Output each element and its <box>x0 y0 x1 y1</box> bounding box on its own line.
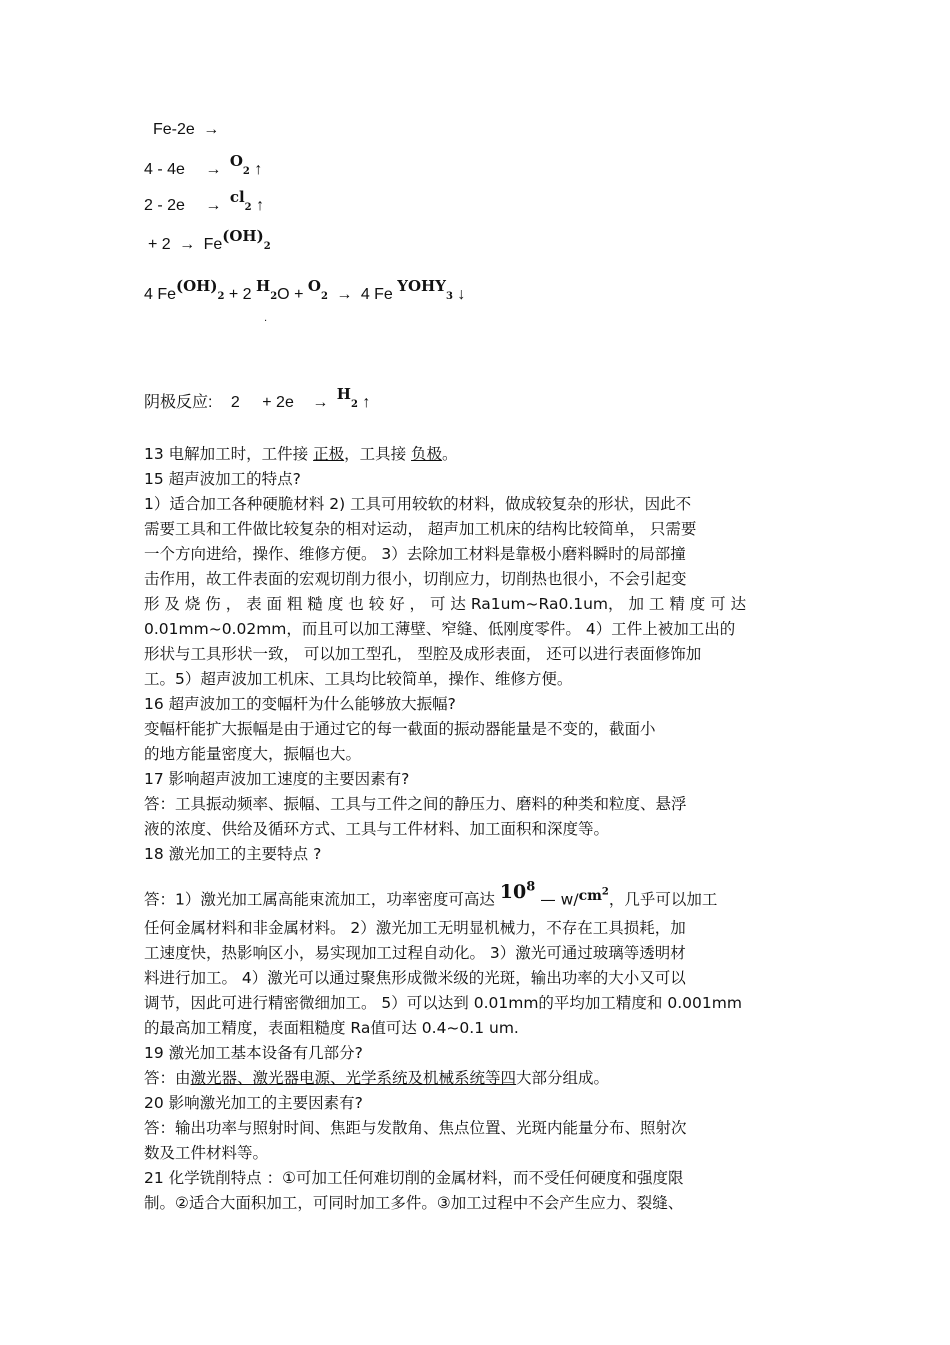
formula-h2 <box>256 277 278 302</box>
text-line: 工。5）超声波加工机床、工具均比较简单，操作、维修方便。 <box>144 670 573 688</box>
eq-term: Fe <box>203 236 223 253</box>
text-line: 数及工件材料等。 <box>144 1144 269 1162</box>
text: 大部分组成。 <box>516 1069 610 1087</box>
formula-sub: 2 <box>263 241 271 252</box>
text-line: 15 超声波加工的特点? <box>144 470 301 488</box>
formula-o2 <box>307 277 328 302</box>
up-arrow-icon: ↑ <box>254 161 263 178</box>
power-density-value <box>500 881 536 903</box>
equation-chlorine <box>144 188 265 215</box>
unit-text: cm <box>578 888 602 905</box>
formula-sub: 2 <box>320 291 328 302</box>
arrow-icon: → <box>203 121 220 138</box>
unit-exp: 2 <box>601 886 609 898</box>
formula-sub: 2 <box>270 291 278 302</box>
question-13 <box>144 444 458 464</box>
eq-term: 4 - 4e <box>144 161 185 178</box>
text-line: 16 超声波加工的变幅杆为什么能够放大振幅? <box>144 695 456 713</box>
down-arrow-icon: ↓ <box>457 286 466 303</box>
text-line: 21 化学铣削特点 ：①可加工任何难切削的金属材料，而不受任何硬度和强度限 <box>144 1169 684 1187</box>
eq-term: O + <box>277 286 304 303</box>
formula-text: H <box>336 385 351 403</box>
text-line: 一个方向进给，操作、维修方便。 3）去除加工材料是靠极小磨料瞬时的局部撞 <box>144 545 686 563</box>
eq-term: + 2e <box>262 394 294 411</box>
formula-exp: 8 <box>526 880 536 895</box>
formula-text: (OH) <box>176 277 218 295</box>
formula-text: (OH) <box>222 227 264 245</box>
question-19-answer <box>144 1068 609 1088</box>
text-line: 答：输出功率与照射时间、焦距与发散角、焦点位置、光斑内能量分布、照射次 <box>144 1119 687 1137</box>
formula-h2 <box>336 385 358 410</box>
text-line: 工速度快，热影响区小，易实现加工过程自动化。 3）激光可通过玻璃等透明材 <box>144 944 686 962</box>
up-arrow-icon: ↑ <box>256 197 265 214</box>
formula-base: 10 <box>499 881 527 904</box>
eq-term: + 2 <box>228 286 252 303</box>
text-line: 的地方能量密度大，振幅也大。 <box>144 745 362 763</box>
equation-oxidation <box>144 277 466 304</box>
formula-text: O <box>229 152 243 170</box>
text-line: 18 激光加工的主要特点 ? <box>144 845 322 863</box>
text-line: 调节，因此可进行精密微细加工。 5）可以达到 0.01mm的平均加工精度和 0.001mm <box>144 994 742 1012</box>
formula-text: cl <box>229 188 245 206</box>
text-line: 1）适合加工各种硬脆材料 2) 工具可用较软的材料，做成较复杂的形状，因此不 <box>144 495 692 513</box>
formula-text: YOHY <box>397 277 446 295</box>
text: 13 电解加工时，工件接 <box>144 445 314 463</box>
text-line: 击作用，故工件表面的宏观切削力很小，切削应力，切削热也很小，不会引起变 <box>144 570 687 588</box>
text: — w/ <box>535 890 579 909</box>
formula-text: O <box>307 277 321 295</box>
formula-text: H <box>256 277 271 295</box>
cathode-label: 阴极反应: <box>144 394 213 411</box>
text-line: 0.01mm~0.02mm，而且可以加工薄壁、窄缝、低刚度零件。 4）工件上被加工出的 <box>144 620 736 638</box>
text-line: 20 影响激光加工的主要因素有? <box>144 1094 363 1112</box>
answer-anode: 正极 <box>313 445 345 463</box>
equation-oxygen <box>144 152 263 179</box>
text-line: 答：工具振动频率、振幅、工具与工件之间的静压力、磨料的种类和粒度、悬浮 <box>144 795 687 813</box>
text: 答：由 <box>144 1069 191 1087</box>
formula-sub: 2 <box>350 399 358 410</box>
formula-yohy3 <box>397 277 453 302</box>
eq-term: + 2 <box>148 236 171 253</box>
answer-cathode: 负极 <box>411 445 443 463</box>
text-line: 任何金属材料和非金属材料。 2）激光加工无明显机械力，不存在工具损耗，加 <box>144 919 686 937</box>
formula-sub: 2 <box>244 202 252 213</box>
text-line: 17 影响超声波加工速度的主要因素有? <box>144 770 410 788</box>
arrow-icon: → <box>205 197 222 214</box>
arrow-icon: → <box>205 161 222 178</box>
text-line: 形 及 烧 伤 ， 表 面 粗 糙 度 也 较 好 ， 可 达 Ra1um~Ra0.1um， 加 工 精 度 可 达 <box>144 595 747 613</box>
text-line: 需要工具和工件做比较复杂的相对运动， 超声加工机床的结构比较简单， 只需要 <box>144 520 697 538</box>
text-line: 19 激光加工基本设备有几部分? <box>144 1044 363 1062</box>
formula-oh2 <box>176 277 225 302</box>
question-18-answer <box>144 880 718 910</box>
stray-dot: · <box>264 316 268 327</box>
text-line: 形状与工具形状一致， 可以加工型孔， 型腔及成形表面， 还可以进行表面修饰加 <box>144 645 702 663</box>
arrow-icon: → <box>179 236 196 253</box>
text: ，几乎可以加工 <box>608 890 718 909</box>
arrow-icon: → <box>312 394 329 411</box>
text-line: 料进行加工。 4）激光可以通过聚焦形成微米级的光斑，输出功率的大小又可以 <box>144 969 686 987</box>
up-arrow-icon: ↑ <box>362 394 371 411</box>
text-line: 的最高加工精度，表面粗糙度 Ra值可达 0.4~0.1 um. <box>144 1019 519 1037</box>
formula-oh2 <box>222 227 271 252</box>
equation-iron-hydroxide <box>148 227 271 254</box>
formula-sub: 2 <box>242 166 250 177</box>
formula-sub: 2 <box>217 291 225 302</box>
equipment-list: 激光器、激光器电源、光学系统及机械系统等四 <box>190 1069 517 1087</box>
arrow-icon: → <box>336 286 353 303</box>
text: 。 <box>442 445 458 463</box>
equation-cathode <box>144 385 371 412</box>
text-line: 变幅杆能扩大振幅是由于通过它的每一截面的振动器能量是不变的，截面小 <box>144 720 656 738</box>
text-line: 制。②适合大面积加工，可同时加工多件。③加工过程中不会产生应力、裂缝、 <box>144 1194 684 1212</box>
text: 答：1）激光加工属高能束流加工，功率密度可高达 <box>144 890 500 909</box>
formula-o2 <box>229 152 250 177</box>
eq-term: 2 - 2e <box>144 197 185 214</box>
eq-term: 2 <box>230 394 240 411</box>
formula-cl2 <box>229 188 252 213</box>
text-line: 液的浓度、供给及循环方式、工具与工件材料、加工面积和深度等。 <box>144 820 610 838</box>
unit-cm2 <box>579 888 609 904</box>
eq-term: 4 Fe <box>360 286 393 303</box>
eq-term: Fe-2e <box>153 121 195 138</box>
formula-sub: 3 <box>445 291 453 302</box>
text: ，工具接 <box>344 445 412 463</box>
eq-term: 4 Fe <box>144 286 177 303</box>
equation-anode-iron <box>153 121 223 139</box>
